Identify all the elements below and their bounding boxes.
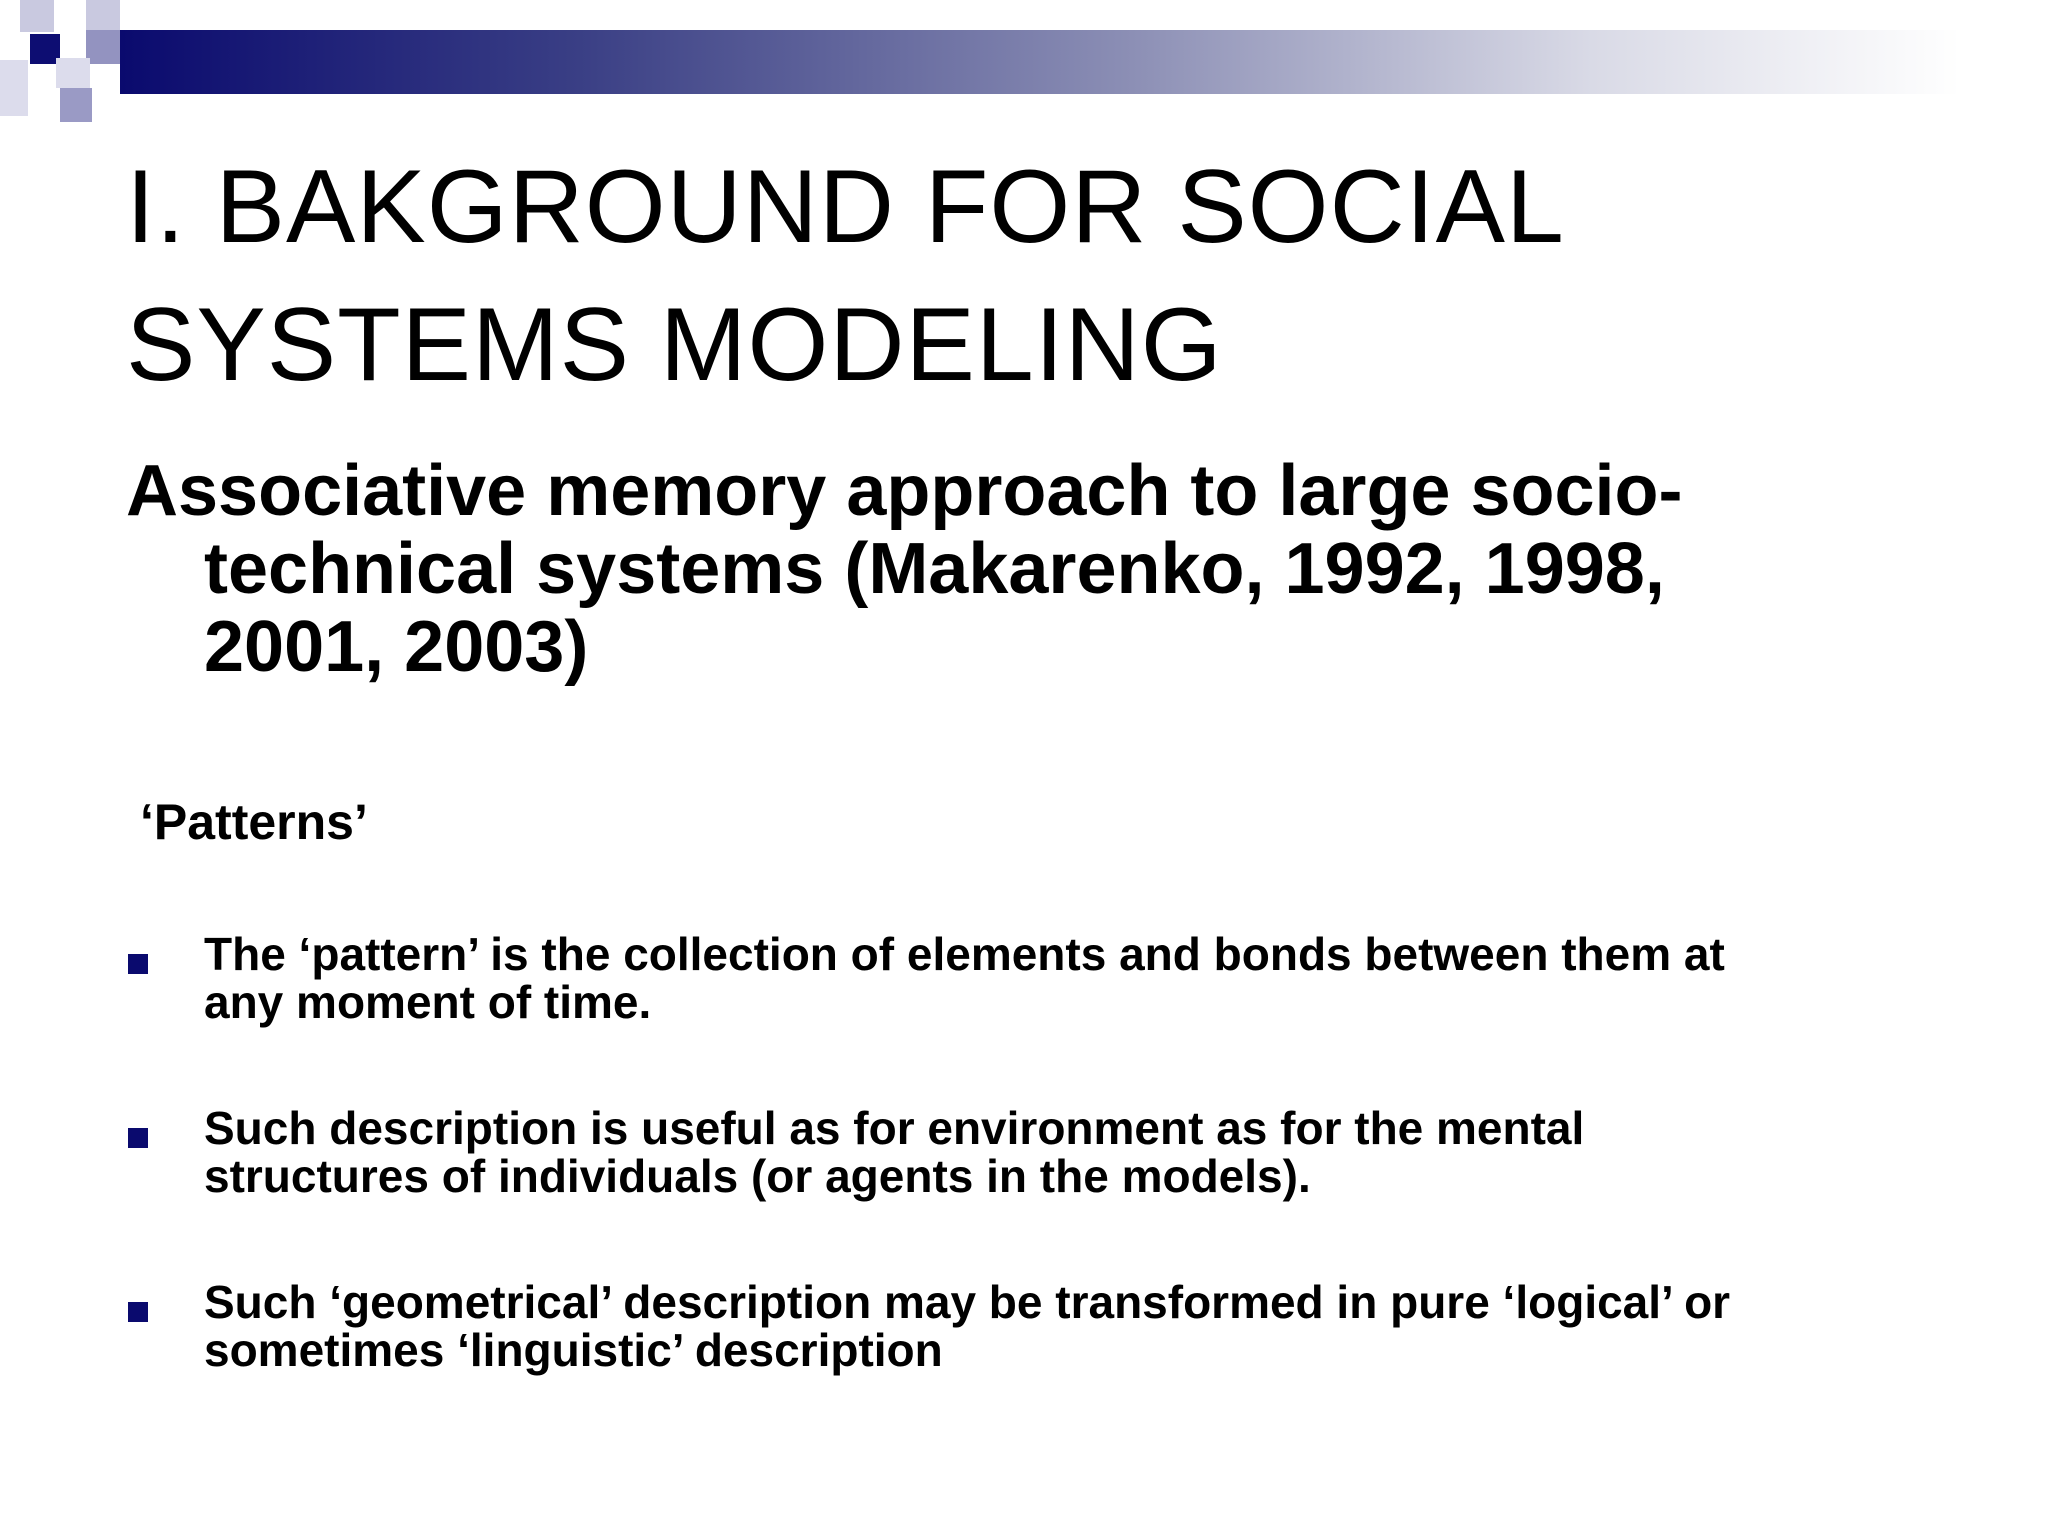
square-bullet-icon: [128, 1128, 148, 1148]
bullet-text-line: any moment of time.: [204, 976, 652, 1028]
bullet-text-line: Such description is useful as for environment as for the mental: [204, 1102, 1585, 1154]
decorative-square: [56, 58, 90, 88]
slide-subtitle-line: Associative memory approach to large socio-: [126, 451, 1683, 531]
bullet-item: [126, 1104, 1926, 1200]
bullet-text-line: The ‘pattern’ is the collection of elements and bonds between them at: [204, 928, 1725, 980]
decorative-square: [86, 0, 120, 34]
slide-subtitle: [126, 452, 2004, 686]
bullet-item: [126, 1278, 1926, 1374]
bullet-item: [126, 930, 1926, 1026]
decorative-square: [60, 88, 92, 122]
bullet-text-line: structures of individuals (or agents in the models).: [204, 1150, 1311, 1202]
decorative-square: [20, 0, 54, 32]
slide-title-line: SYSTEMS MODELING: [126, 287, 1223, 403]
decorative-square: [86, 30, 120, 64]
header-gradient-bar: [120, 30, 1960, 94]
square-bullet-icon: [128, 1302, 148, 1322]
slide-subtitle-line: 2001, 2003): [204, 607, 589, 687]
slide-subtitle-line: technical systems (Makarenko, 1992, 1998,: [204, 529, 1665, 609]
decorative-square: [0, 60, 28, 116]
slide-title: [126, 138, 1926, 414]
bullet-list: [126, 930, 1926, 1374]
slide-title-line: I. BAKGROUND FOR SOCIAL: [126, 149, 1565, 265]
square-bullet-icon: [128, 954, 148, 974]
bullet-text-line: sometimes ‘linguistic’ description: [204, 1324, 943, 1376]
bullet-text-line: Such ‘geometrical’ description may be transformed in pure ‘logical’ or: [204, 1276, 1731, 1328]
patterns-heading: ‘Patterns’: [140, 794, 368, 850]
